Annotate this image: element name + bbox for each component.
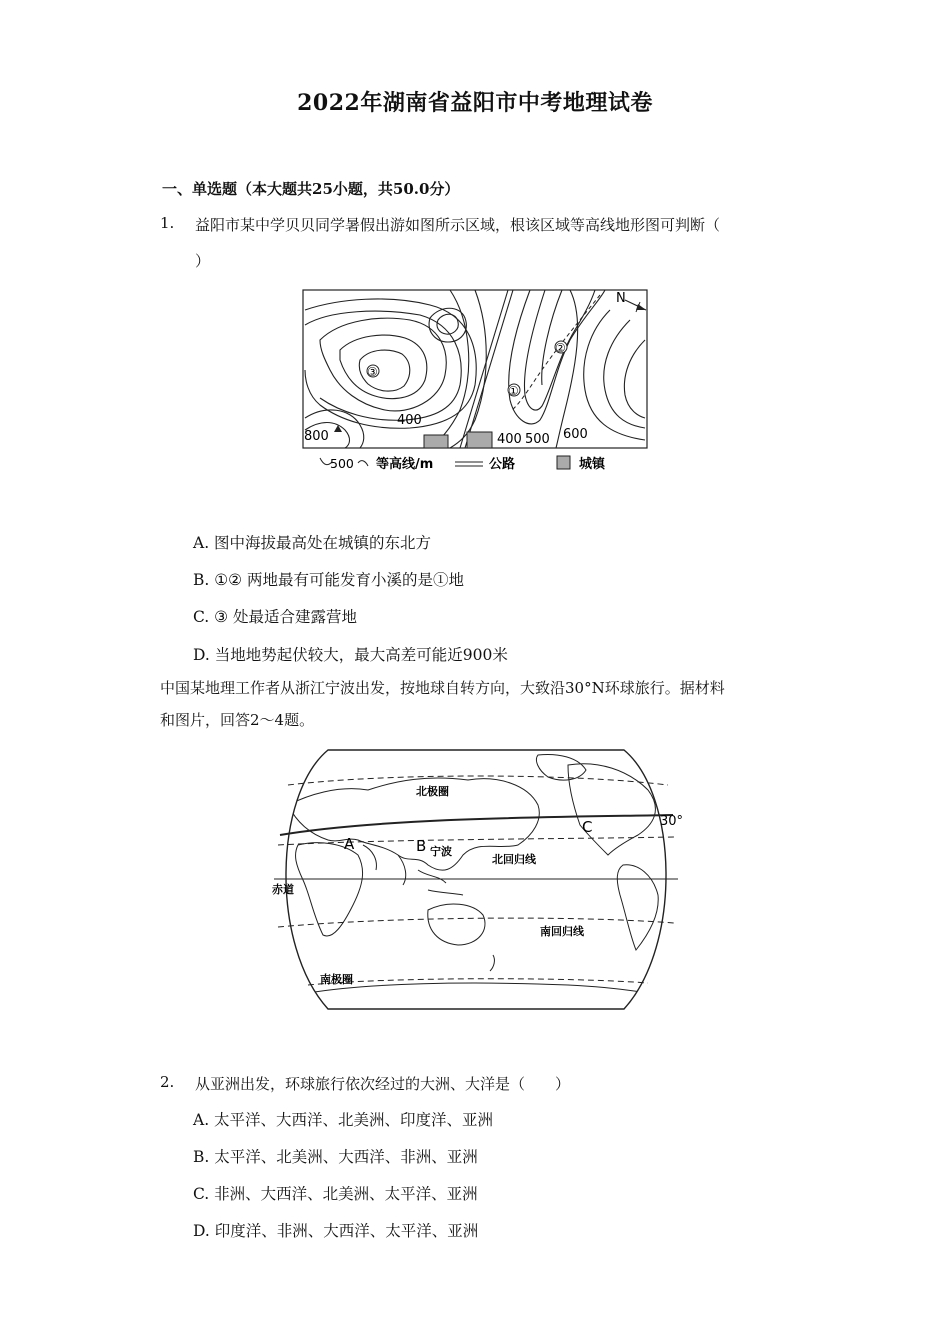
map-legend <box>320 456 606 472</box>
town-block-1 <box>424 435 448 448</box>
intro-line-2: 和图片，回答2～4题。 <box>160 711 315 729</box>
map-frame <box>303 290 647 448</box>
ningbo-label: 宁波 <box>430 845 452 858</box>
contour-map-figure <box>300 280 652 480</box>
question-2-text: 从亚洲出发，环球旅行依次经过的大洲、大洋是（ ） <box>195 1075 571 1093</box>
tropic-of-capricorn-label: 南回归线 <box>540 925 584 938</box>
q1-option-b[interactable]: B. ①② 两地最有可能发育小溪的是①地 <box>193 571 464 589</box>
q1-option-c[interactable]: C. ③ 处最适合建露营地 <box>193 608 357 626</box>
point-2-label: ② <box>555 341 566 355</box>
question-1-number: 1. <box>160 214 175 232</box>
lat-30-label: 30° <box>660 814 684 829</box>
contour-label-400-left: 400 <box>397 413 422 428</box>
contour-label-400-right: 400 <box>497 432 522 447</box>
point-c-label: C <box>582 818 593 836</box>
point-1-label: ① <box>508 384 519 398</box>
q1-option-a[interactable]: A. 图中海拔最高处在城镇的东北方 <box>193 534 432 552</box>
legend-contour-sample: 500 <box>330 456 354 471</box>
town-block-2 <box>467 432 492 448</box>
contour-label-600: 600 <box>563 427 588 442</box>
question-2-number: 2. <box>160 1073 175 1091</box>
contour-lines <box>305 290 645 448</box>
contour-label-800: 800 <box>304 429 329 444</box>
q2-option-c[interactable]: C. 非洲、大西洋、北美洲、太平洋、亚洲 <box>193 1185 478 1203</box>
q2-option-b[interactable]: B. 太平洋、北美洲、大西洋、非洲、亚洲 <box>193 1148 478 1166</box>
equator-label: 赤道 <box>272 883 294 896</box>
point-b-label: B <box>416 837 427 855</box>
road-line <box>460 290 513 448</box>
world-map-figure <box>268 745 684 1015</box>
question-1-text: 益阳市某中学贝贝同学暑假出游如图所示区域，根该区域等高线地形图可判断（ <box>195 216 721 234</box>
section-heading: 一、单选题（本大题共25小题，共50.0分） <box>162 180 460 198</box>
legend-road-label: 公路 <box>489 457 516 472</box>
intro-paragraph <box>160 672 800 736</box>
north-label: N <box>616 291 626 306</box>
antarctic-circle-label: 南极圈 <box>320 973 353 986</box>
q2-option-a[interactable]: A. 太平洋、大西洋、北美洲、印度洋、亚洲 <box>193 1111 494 1129</box>
intro-line-1: 中国某地理工作者从浙江宁波出发，按地球自转方向，大致沿30°N环球旅行。据材料 <box>160 679 725 697</box>
q2-option-d[interactable]: D. 印度洋、非洲、大西洋、太平洋、亚洲 <box>193 1222 479 1240</box>
q1-option-d[interactable]: D. 当地地势起伏较大，最大高差可能近900米 <box>193 646 508 664</box>
legend-contour-label: 等高线/m <box>376 457 434 472</box>
contour-label-500: 500 <box>525 432 550 447</box>
north-arrow-icon <box>625 300 646 312</box>
tropic-of-cancer-label: 北回归线 <box>492 853 536 866</box>
question-1-text-end: ） <box>195 252 211 270</box>
arctic-circle-label: 北极圈 <box>416 785 449 798</box>
point-a-label: A <box>344 835 355 853</box>
legend-town-label: 城镇 <box>579 457 606 472</box>
page-title: 2022年湖南省益阳市中考地理试卷 <box>297 90 653 116</box>
point-3-label: ③ <box>367 365 378 379</box>
